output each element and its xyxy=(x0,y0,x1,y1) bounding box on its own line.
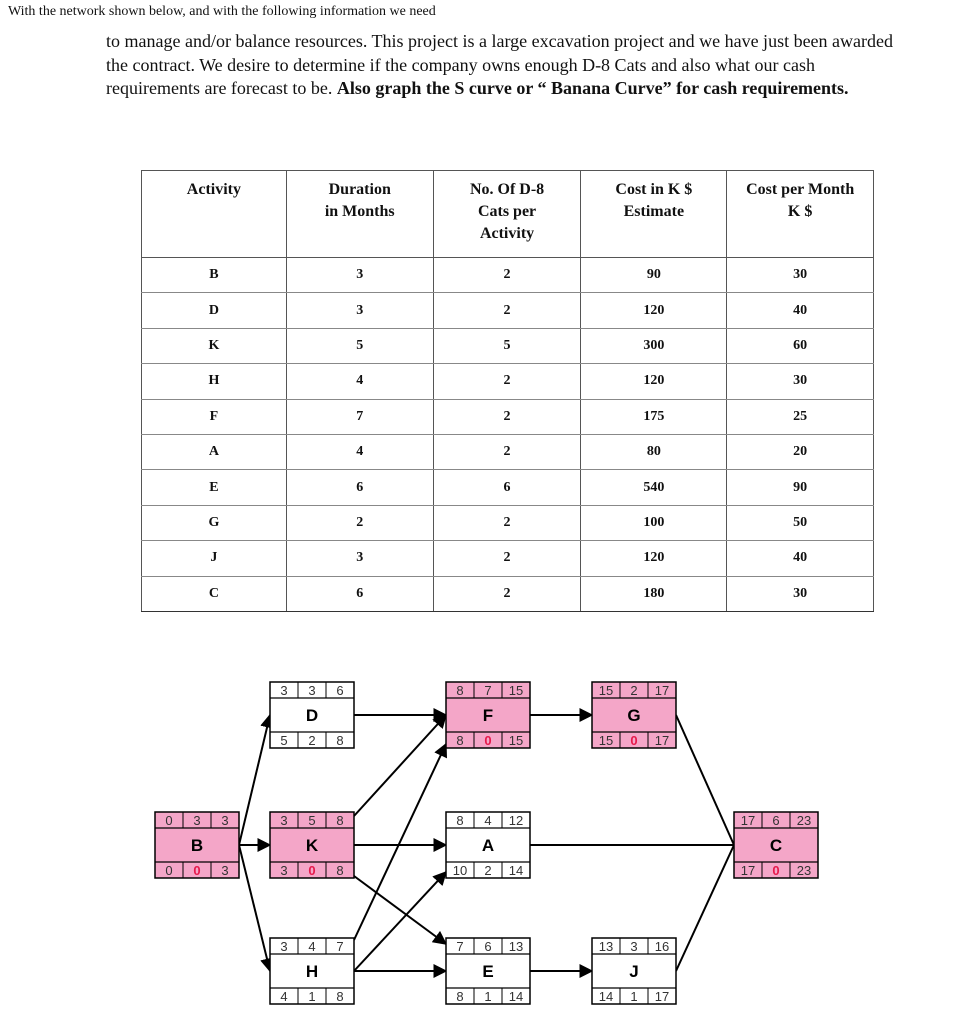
table-header-row xyxy=(142,171,874,258)
node-early-finish: 7 xyxy=(336,939,344,954)
node-total-float: 0 xyxy=(484,733,492,748)
node-early-start: 0 xyxy=(165,813,173,828)
activity-node-e xyxy=(446,938,530,1004)
table-body xyxy=(142,258,874,612)
node-total-float: 1 xyxy=(630,989,638,1004)
node-early-finish: 3 xyxy=(221,813,229,828)
network-nodes xyxy=(155,682,818,1004)
node-late-start: 10 xyxy=(452,863,468,878)
table-row xyxy=(142,293,874,328)
table-cell: 5 xyxy=(286,328,433,363)
node-early-finish: 16 xyxy=(654,939,670,954)
table-cell: 30 xyxy=(727,364,874,399)
table-row xyxy=(142,576,874,611)
edge-G-C xyxy=(676,715,734,845)
table-cell: 180 xyxy=(581,576,727,611)
node-early-finish: 8 xyxy=(336,813,344,828)
node-total-float: 1 xyxy=(308,989,316,1004)
node-early-start: 3 xyxy=(280,683,288,698)
node-duration: 6 xyxy=(484,939,492,954)
header-duration: Duration in Months xyxy=(286,171,433,258)
activity-node-h xyxy=(270,938,354,1004)
intro-line: With the network shown below, and with the following information we need xyxy=(8,4,436,19)
node-early-start: 13 xyxy=(598,939,614,954)
resource-table xyxy=(141,170,874,612)
node-duration: 4 xyxy=(484,813,492,828)
node-early-finish: 12 xyxy=(508,813,524,828)
table-cell: 4 xyxy=(286,434,433,469)
table-cell: 100 xyxy=(581,505,727,540)
node-late-finish: 8 xyxy=(336,733,344,748)
table-cell: 25 xyxy=(727,399,874,434)
node-activity-label: J xyxy=(629,962,639,981)
node-duration: 7 xyxy=(484,683,492,698)
table-cell: 2 xyxy=(433,399,581,434)
node-total-float: 2 xyxy=(308,733,316,748)
table-cell: 40 xyxy=(727,293,874,328)
node-duration: 6 xyxy=(772,813,780,828)
table-cell: 30 xyxy=(727,576,874,611)
table-cell: 50 xyxy=(727,505,874,540)
node-late-start: 5 xyxy=(280,733,288,748)
node-activity-label: C xyxy=(769,836,783,855)
table-cell: 120 xyxy=(581,293,727,328)
node-early-finish: 23 xyxy=(796,813,812,828)
node-duration: 3 xyxy=(630,939,638,954)
network-diagram xyxy=(0,670,970,1026)
table-row xyxy=(142,434,874,469)
table-cell: 540 xyxy=(581,470,727,505)
node-late-finish: 23 xyxy=(796,863,812,878)
table-row xyxy=(142,328,874,363)
edge-B-H xyxy=(239,845,270,971)
node-late-start: 15 xyxy=(598,733,614,748)
node-activity-label: F xyxy=(482,706,494,725)
node-late-finish: 17 xyxy=(654,989,670,1004)
problem-paragraph xyxy=(106,30,896,101)
table-cell: 6 xyxy=(286,470,433,505)
header-cost-estimate: Cost in K $ Estimate xyxy=(581,171,727,258)
node-total-float: 2 xyxy=(484,863,492,878)
table-cell: 6 xyxy=(433,470,581,505)
node-early-start: 17 xyxy=(740,813,756,828)
table-cell: 2 xyxy=(433,364,581,399)
node-late-start: 4 xyxy=(280,989,288,1004)
edge-J-C xyxy=(676,845,734,971)
node-early-finish: 13 xyxy=(508,939,524,954)
node-late-finish: 17 xyxy=(654,733,670,748)
table-row xyxy=(142,541,874,576)
header-cost-per-month: Cost per Month K $ xyxy=(727,171,874,258)
node-late-finish: 8 xyxy=(336,989,344,1004)
table-cell: D xyxy=(142,293,287,328)
table-cell: 90 xyxy=(727,470,874,505)
node-activity-label: H xyxy=(305,962,319,981)
node-late-start: 17 xyxy=(740,863,756,878)
header-cats: No. Of D-8 Cats per Activity xyxy=(433,171,581,258)
node-activity-label: A xyxy=(481,836,495,855)
node-late-start: 0 xyxy=(165,863,173,878)
table-row xyxy=(142,364,874,399)
activity-node-c xyxy=(734,812,818,878)
node-early-start: 7 xyxy=(456,939,464,954)
node-early-start: 3 xyxy=(280,813,288,828)
table-row xyxy=(142,470,874,505)
table-cell: A xyxy=(142,434,287,469)
paragraph-plain: to manage and/or balance resources. This project is a large excavation project and we have just been awarded the contract. We desire to determine if the company owns enough D-8 Cats and also what our cash requirements are forecast to be. xyxy=(106,31,894,98)
node-early-start: 8 xyxy=(456,813,464,828)
node-early-finish: 15 xyxy=(508,683,524,698)
table-cell: 40 xyxy=(727,541,874,576)
activity-node-f xyxy=(446,682,530,748)
table-cell: 175 xyxy=(581,399,727,434)
table-cell: G xyxy=(142,505,287,540)
table-cell: 6 xyxy=(286,576,433,611)
table-cell: B xyxy=(142,258,287,293)
node-late-start: 14 xyxy=(598,989,614,1004)
table-cell: 3 xyxy=(286,293,433,328)
node-total-float: 0 xyxy=(193,863,201,878)
node-late-start: 8 xyxy=(456,733,464,748)
node-activity-label: D xyxy=(305,706,319,725)
table-row xyxy=(142,399,874,434)
node-early-start: 3 xyxy=(280,939,288,954)
node-activity-label: K xyxy=(305,836,319,855)
node-activity-label: G xyxy=(627,706,641,725)
node-early-start: 15 xyxy=(598,683,614,698)
table-cell: 60 xyxy=(727,328,874,363)
table-cell: 3 xyxy=(286,541,433,576)
node-total-float: 0 xyxy=(630,733,638,748)
node-early-finish: 6 xyxy=(336,683,344,698)
table-cell: 120 xyxy=(581,364,727,399)
table-cell: 5 xyxy=(433,328,581,363)
node-late-finish: 15 xyxy=(508,733,524,748)
table-cell: J xyxy=(142,541,287,576)
paragraph-bold: Also graph the S curve or “ Banana Curve” for cash requirements. xyxy=(336,78,849,98)
node-duration: 3 xyxy=(193,813,201,828)
node-total-float: 1 xyxy=(484,989,492,1004)
header-activity: Activity xyxy=(142,171,287,258)
table-cell: 2 xyxy=(433,576,581,611)
table-cell: 2 xyxy=(433,293,581,328)
table-cell: 300 xyxy=(581,328,727,363)
node-late-start: 3 xyxy=(280,863,288,878)
activity-node-d xyxy=(270,682,354,748)
node-late-finish: 14 xyxy=(508,863,524,878)
table-cell: F xyxy=(142,399,287,434)
node-late-start: 8 xyxy=(456,989,464,1004)
node-duration: 2 xyxy=(630,683,638,698)
table-cell: E xyxy=(142,470,287,505)
node-total-float: 0 xyxy=(772,863,780,878)
node-duration: 5 xyxy=(308,813,316,828)
edge-K-F xyxy=(354,715,446,816)
table-row xyxy=(142,505,874,540)
node-late-finish: 8 xyxy=(336,863,344,878)
activity-node-j xyxy=(592,938,676,1004)
activity-node-b xyxy=(155,812,239,878)
node-duration: 3 xyxy=(308,683,316,698)
table-cell: H xyxy=(142,364,287,399)
table-cell: 4 xyxy=(286,364,433,399)
node-activity-label: B xyxy=(190,836,204,855)
activity-node-a xyxy=(446,812,530,878)
table-cell: 30 xyxy=(727,258,874,293)
table-cell: C xyxy=(142,576,287,611)
edge-B-D xyxy=(239,715,270,845)
activity-node-g xyxy=(592,682,676,748)
table-cell: 120 xyxy=(581,541,727,576)
table-row xyxy=(142,258,874,293)
table-cell: 2 xyxy=(433,258,581,293)
node-duration: 4 xyxy=(308,939,316,954)
node-late-finish: 3 xyxy=(221,863,229,878)
node-early-start: 8 xyxy=(456,683,464,698)
table-cell: 2 xyxy=(286,505,433,540)
table-cell: 2 xyxy=(433,541,581,576)
node-early-finish: 17 xyxy=(654,683,670,698)
table-cell: 7 xyxy=(286,399,433,434)
node-activity-label: E xyxy=(482,962,494,981)
table-cell: K xyxy=(142,328,287,363)
node-total-float: 0 xyxy=(308,863,316,878)
activity-node-k xyxy=(270,812,354,878)
table-cell: 20 xyxy=(727,434,874,469)
table-cell: 2 xyxy=(433,434,581,469)
table-cell: 90 xyxy=(581,258,727,293)
table-cell: 2 xyxy=(433,505,581,540)
table-cell: 80 xyxy=(581,434,727,469)
table-cell: 3 xyxy=(286,258,433,293)
node-late-finish: 14 xyxy=(508,989,524,1004)
